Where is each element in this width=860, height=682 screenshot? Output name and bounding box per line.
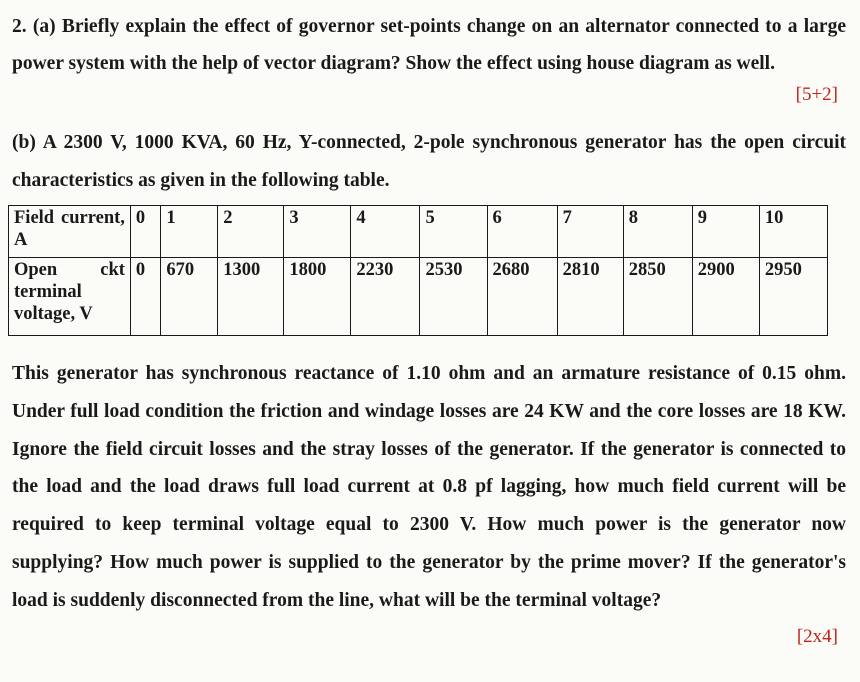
table-cell: 10 bbox=[759, 206, 827, 258]
table-cell: 0 bbox=[130, 258, 160, 336]
table-cell: 3 bbox=[284, 206, 351, 258]
table-cell: 9 bbox=[692, 206, 759, 258]
question-2b-marks: [2x4] bbox=[796, 626, 838, 647]
table-cell: 7 bbox=[557, 206, 623, 258]
field-current-header: Field current, A bbox=[9, 206, 131, 258]
question-2b-intro: (b) A 2300 V, 1000 KVA, 60 Hz, Y-connected, 2-pole synchronous generator has the open circuit characteristics as given in the following table. bbox=[12, 132, 846, 191]
table-cell: 1 bbox=[161, 206, 218, 258]
table-cell: 2900 bbox=[692, 258, 759, 336]
table-cell: 2810 bbox=[557, 258, 623, 336]
terminal-voltage-header: Open ckt terminal voltage, V bbox=[9, 258, 131, 336]
table-cell: 6 bbox=[487, 206, 557, 258]
question-2b-paragraph: This generator has synchronous reactance of 1.10 ohm and an armature resistance of 0.15 ohm. Under full load condition the friction and windage losses are 24 KW and the core losses are 18 KW. Ignore the field circuit losses and the stray losses of the generator. If the generator is connected to the load and the load draws full load current at 0.8 pf lagging, how much field current will be required to keep terminal voltage equal to 2300 V. How much power is the generator now supplying? How much power is supplied to the generator by the prime mover? If the generator's load is suddenly disconnected from the line, what will be the terminal voltage? bbox=[12, 363, 846, 611]
table-cell: 2680 bbox=[487, 258, 557, 336]
table-cell: 8 bbox=[623, 206, 692, 258]
question-2a-marks: [5+2] bbox=[795, 84, 838, 105]
terminal-voltage-row bbox=[9, 258, 828, 336]
table-cell: 2 bbox=[218, 206, 284, 258]
open-circuit-characteristics-table bbox=[8, 205, 828, 336]
table-cell: 0 bbox=[130, 206, 160, 258]
question-2a-text: 2. (a) Briefly explain the effect of governor set-points change on an alternator connected to a large power system with the help of vector diagram? Show the effect using house diagram as well. bbox=[12, 16, 846, 74]
table-cell: 5 bbox=[420, 206, 487, 258]
table-cell: 1800 bbox=[284, 258, 351, 336]
table-cell: 1300 bbox=[218, 258, 284, 336]
table-cell: 2950 bbox=[759, 258, 827, 336]
table-cell: 2850 bbox=[623, 258, 692, 336]
table-cell: 2230 bbox=[351, 258, 420, 336]
table-cell: 670 bbox=[161, 258, 218, 336]
table-cell: 2530 bbox=[420, 258, 487, 336]
field-current-row bbox=[9, 206, 828, 258]
table-cell: 4 bbox=[351, 206, 420, 258]
